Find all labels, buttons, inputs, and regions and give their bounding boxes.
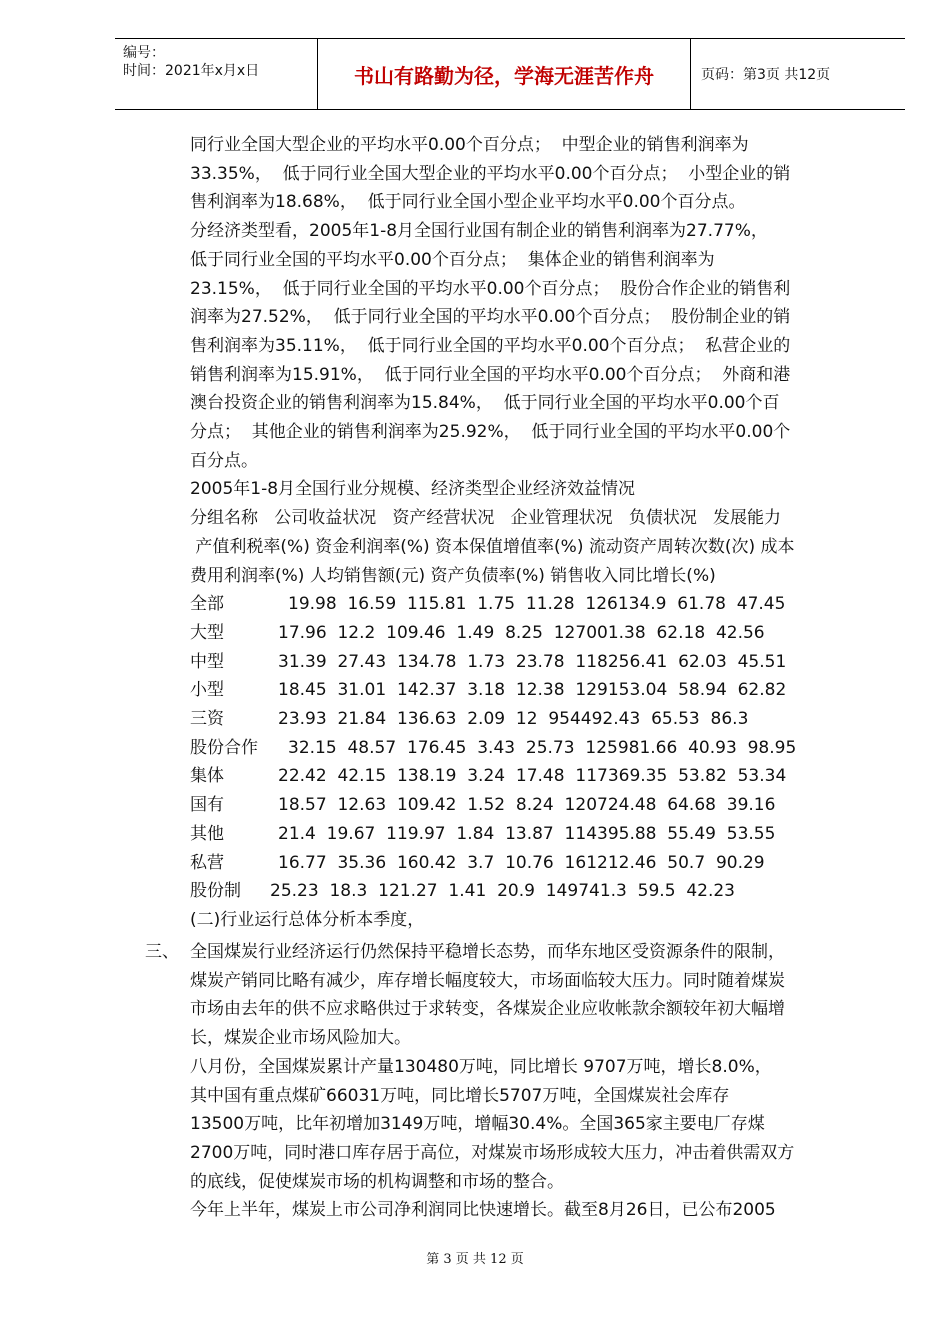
body-line: 澳台投资企业的销售利润率为15.84%， 低于同行业全国的平均水平0.00个百 [190,393,780,414]
table-row [190,590,880,619]
section-line: 长，煤炭企业市场风险加大。 [190,1028,411,1049]
body-line: 销售利润率为15.91%， 低于同行业全国的平均水平0.00个百分点； 外商和港 [190,364,791,385]
body-line: 分点； 其他企业的销售利润率为25.92%， 低于同行业全国的平均水平0.00个 [190,422,791,443]
row-label: 私营 [190,852,224,873]
section-line: 今年上半年，煤炭上市公司净利润同比快速增长。截至8月26日，已公布2005 [190,1200,776,1221]
row-values: 19.98 16.59 115.81 1.75 11.28 126134.9 61.78 47.45 [288,594,786,615]
row-label: 大型 [190,622,224,643]
row-label: 三资 [190,709,224,730]
body-line: 同行业全国大型企业的平均水平0.00个百分点； 中型企业的销售利润率为 [190,135,749,155]
header-motto: 书山有路勤为径，学海无涯苦作舟 [317,39,691,109]
row-values: 18.45 31.01 142.37 3.18 12.38 129153.04 58.94 62.82 [278,680,787,701]
row-label: 国有 [190,795,224,816]
row-values: 25.23 18.3 121.27 1.41 20.9 149741.3 59.5 42.23 [270,881,735,902]
header-id-label: 编号： [123,45,165,61]
row-values: 21.4 19.67 119.97 1.84 13.87 114395.88 55.49 53.55 [278,823,776,844]
body-line: 23.15%， 低于同行业全国的平均水平0.00个百分点； 股份合作企业的销售利 [190,278,791,299]
body-line: 售利润率为18.68%， 低于同行业全国小型企业平均水平0.00个百分点。 [190,192,746,213]
row-label: 小型 [190,680,224,701]
row-values: 22.42 42.15 138.19 3.24 17.48 117369.35 53.82 53.34 [278,766,787,787]
body-line: 润率为27.52%， 低于同行业全国的平均水平0.00个百分点； 股份制企业的销 [190,307,791,328]
table-column-header: 费用利润率(%) 人均销售额(元) 资产负债率(%) 销售收入同比增长(%) [190,565,716,586]
section-line: 其中国有重点煤矿66031万吨，同比增长5707万吨，全国煤炭社会库存 [190,1085,730,1106]
row-label: 其他 [190,823,224,844]
table-row [190,762,880,791]
section-line: 全国煤炭行业经济运行仍然保持平稳增长态势，而华东地区受资源条件的限制， [190,942,785,962]
section-line: 煤炭产销同比略有减少，库存增长幅度较大，市场面临较大压力。同时随着煤炭 [190,970,785,991]
table-title: 2005年1-8月全国行业分规模、经济类型企业经济效益情况 [190,479,636,500]
header-time-label: 时间：2021年x月x日 [123,63,260,79]
body-line: 售利润率为35.11%， 低于同行业全国的平均水平0.00个百分点； 私营企业的 [190,335,791,356]
table-row [190,705,880,734]
header-meta [115,39,317,109]
section-three [145,938,885,1225]
row-values: 31.39 27.43 134.78 1.73 23.78 118256.41 62.03 45.51 [278,651,787,672]
table-row [190,648,880,677]
body-line: 33.35%， 低于同行业全国大型企业的平均水平0.00个百分点； 小型企业的销 [190,163,791,184]
section-line: 的底线，促使煤炭市场的机构调整和市场的整合。 [190,1171,564,1192]
row-values: 32.15 48.57 176.45 3.43 25.73 125981.66 40.93 98.95 [288,737,797,758]
table-row [190,619,880,648]
body-line: 低于同行业全国的平均水平0.00个百分点； 集体企业的销售利润率为 [190,249,715,270]
row-label: 中型 [190,651,224,672]
section-line: 八月份，全国煤炭累计产量130480万吨，同比增长 9707万吨，增长8.0%， [190,1056,772,1077]
row-label: 股份制 [190,881,241,902]
body-line: 分经济类型看，2005年1-8月全国行业国有制企业的销售利润率为27.77%， [190,221,768,242]
row-values: 18.57 12.63 109.42 1.52 8.24 120724.48 64.68 39.16 [278,795,776,816]
section-line: 市场由去年的供不应求略供过于求转变，各煤炭企业应收帐款余额较年初大幅增 [190,999,785,1020]
row-values: 16.77 35.36 160.42 3.7 10.76 161212.46 50.7 90.29 [278,852,765,873]
table-row [190,877,880,906]
row-values: 23.93 21.84 136.63 2.09 12 954492.43 65.53 86.3 [278,709,749,730]
table-row [190,849,880,878]
table-row [190,734,880,763]
section-line: 13500万吨，比年初增加3149万吨，增幅30.4%。全国365家主要电厂存煤 [190,1114,765,1135]
row-label: 集体 [190,766,224,787]
table-column-header: 产值利税率(%) 资金利润率(%) 资本保值增值率(%) 流动资产周转次数(次) 成本 [190,536,795,557]
row-label: 股份合作 [190,737,258,758]
table-row [190,820,880,849]
page-header [115,38,905,110]
table-row [190,676,880,705]
body-line: 百分点。 [190,450,258,471]
body-text [190,131,880,935]
page-footer: 第 3 页 共 12 页 [426,1252,524,1267]
table-group-header: 分组名称 公司收益状况 资产经营状况 企业管理状况 负债状况 发展能力 [190,508,782,529]
row-label: 全部 [190,594,224,615]
section-line: 2700万吨，同时港口库存居于高位，对煤炭市场形成较大压力，冲击着供需双方 [190,1142,795,1163]
subsection-line: (二)行业运行总体分析本季度， [190,909,425,930]
row-values: 17.96 12.2 109.46 1.49 8.25 127001.38 62.18 42.56 [278,622,765,643]
header-page-label: 页码：第3页 共12页 [701,67,831,83]
section-number: 三、 [145,942,179,962]
table-row [190,791,880,820]
